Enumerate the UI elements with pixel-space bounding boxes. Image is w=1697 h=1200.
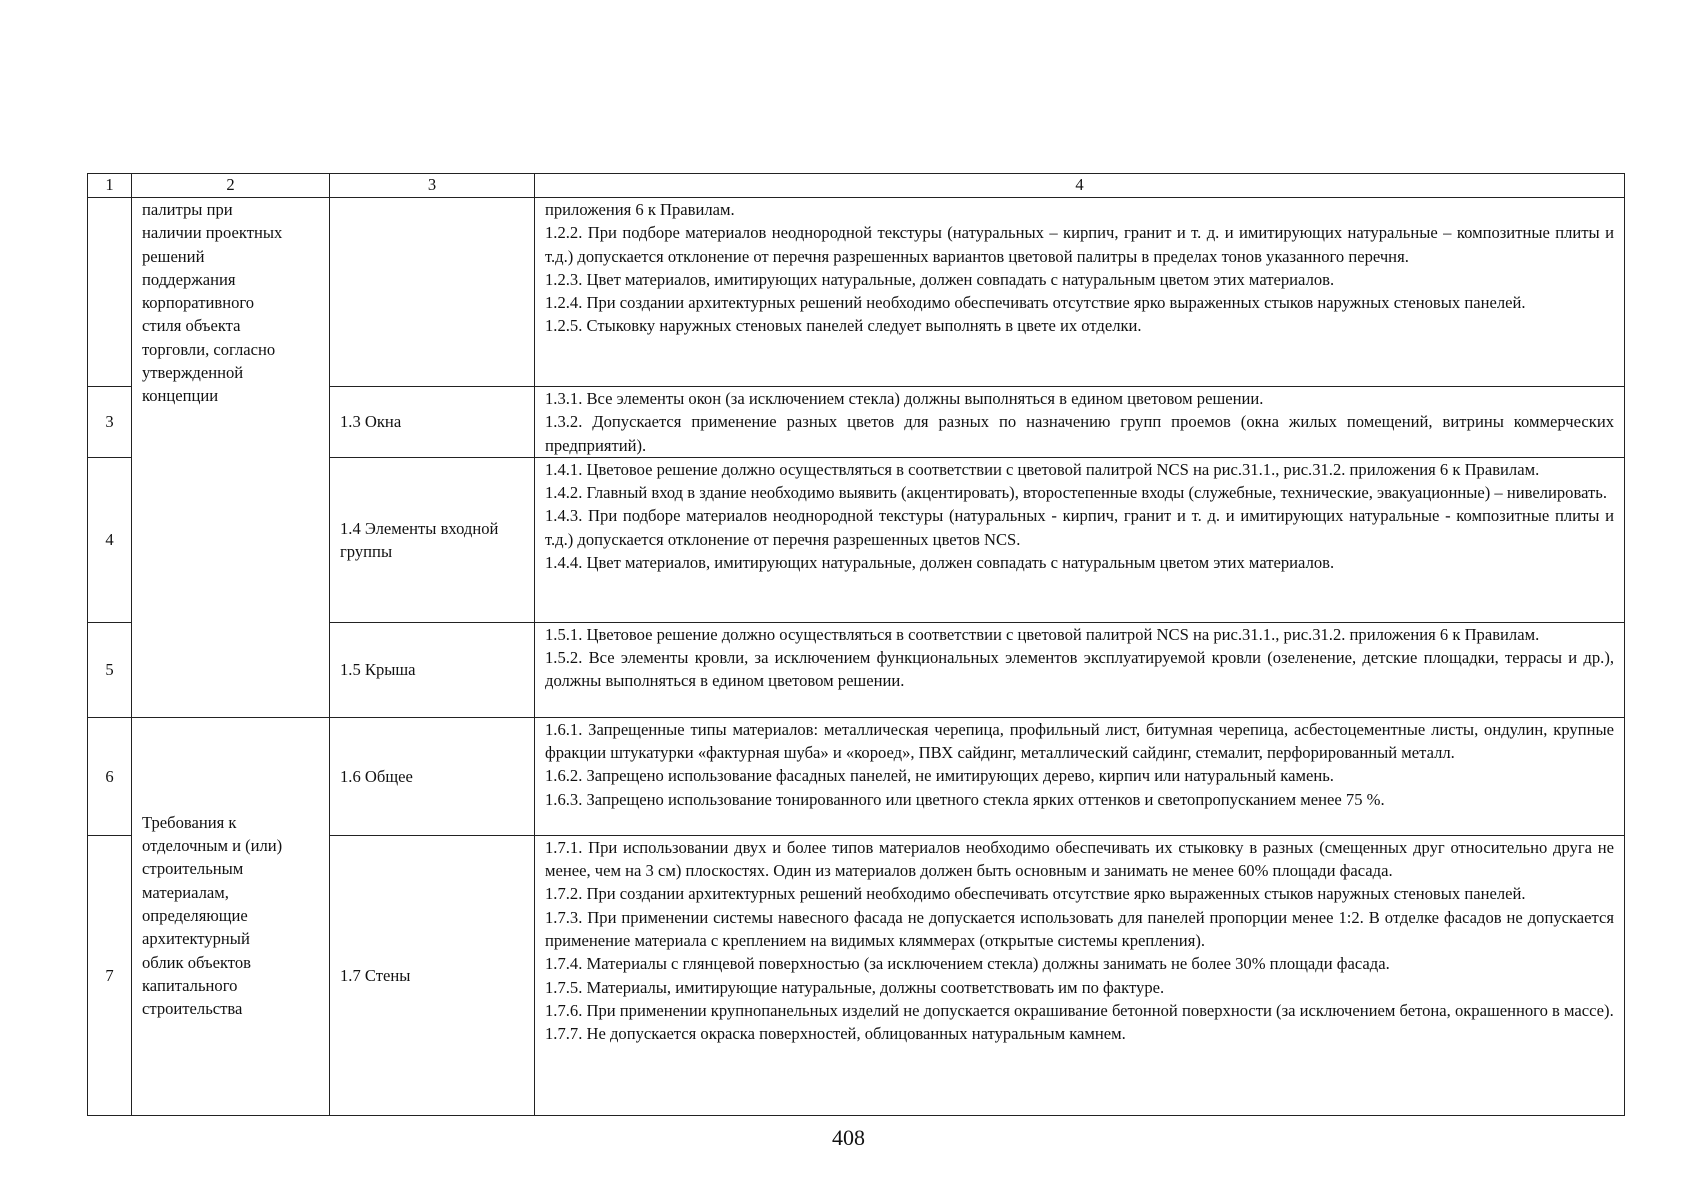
group-b-cell: [132, 717, 330, 1115]
group-b-line: строительным: [142, 859, 244, 879]
group-b-line: облик объектов: [142, 952, 251, 972]
group-b-label: [142, 811, 323, 1021]
table-row: [88, 198, 1625, 387]
header-col-2: 2: [132, 174, 330, 198]
requirement-item: 1.7.2. При создании архитектурных решений необходимо обеспечивать отсутствие ярко выраженных стыков наружных стеновых панелей.: [545, 884, 1526, 904]
row-number: 7: [88, 835, 132, 1115]
group-a-line: концепции: [142, 386, 219, 406]
requirement-item: 1.5.2. Все элементы кровли, за исключением функциональных элементов эксплуатируемой кровли (озеленение, детские площадки, террасы и др.), должны выполняться в едином цветовом решении.: [545, 648, 1614, 691]
header-col-1: 1: [88, 174, 132, 198]
requirements-cell: [535, 457, 1625, 622]
requirement-item: 1.7.5. Материалы, имитирующие натуральные, должны соответствовать им по фактуре.: [545, 977, 1165, 997]
requirement-item: 1.5.1. Цветовое решение должно осуществляться в соответствии с цветовой палитрой NCS на рис.31.1., рис.31.2. приложения 6 к Правилам.: [545, 624, 1540, 644]
requirement-item: 1.7.7. Не допускается окраска поверхностей, облицованных натуральным камнем.: [545, 1024, 1126, 1044]
requirement-item: 1.7.6. При применении крупнопанельных изделий не допускается окрашивание бетонной поверхности (за исключением бетона, окрашенного в массе).: [545, 1000, 1614, 1020]
group-b-line: Требования к: [142, 812, 237, 832]
requirement-item: приложения 6 к Правилам.: [545, 200, 735, 219]
requirement-item: 1.6.2. Запрещено использование фасадных панелей, не имитирующих дерево, кирпич или натуральный камень.: [545, 766, 1334, 786]
table-row: [88, 717, 1625, 835]
requirement-item: 1.3.1. Все элементы окон (за исключением стекла) должны выполняться в едином цветовом решении.: [545, 389, 1264, 408]
element-name: 1.7 Стены: [330, 835, 535, 1115]
group-b-line: строительства: [142, 999, 243, 1019]
requirement-item: 1.4.3. При подборе материалов неоднородной текстуры (натуральных - кирпич, гранит и т. д. и имитирующих натуральные - композитные плиты и т.д.) допускается отклонение от перечня разрешенных цветов NCS.: [545, 506, 1614, 549]
group-b-line: отделочным и (или): [142, 836, 283, 856]
requirement-item: 1.4.1. Цветовое решение должно осуществляться в соответствии с цветовой палитрой NCS на рис.31.1., рис.31.2. приложения 6 к Правилам.: [545, 459, 1540, 479]
page-number: 408: [832, 1125, 865, 1150]
requirements-cell: [535, 717, 1625, 835]
requirement-item: 1.2.2. При подборе материалов неоднородной текстуры (натуральных – кирпич, гранит и т. д. и имитирующих натуральные – композитные плиты и т.д.) допускается отклонение от перечня разрешенных вариантов цветовой палитры в пределах тонов указанного перечня.: [545, 223, 1614, 266]
group-b-line: материалам,: [142, 882, 229, 902]
row-number: [88, 198, 132, 387]
requirement-item: 1.4.4. Цвет материалов, имитирующих натуральные, должен совпадать с натуральным цветом этих материалов.: [545, 553, 1335, 573]
header-col-4: 4: [535, 174, 1625, 198]
group-a-line: решений: [142, 246, 205, 266]
requirements-table: [87, 173, 1625, 1116]
requirements-cell: [535, 835, 1625, 1115]
row-number: 6: [88, 717, 132, 835]
requirement-item: 1.7.3. При применении системы навесного фасада не допускается использовать для панелей пропорции менее 1:2. В отделке фасадов не допускается применение материала с креплением на видимых кляммерах (открытые системы крепления).: [545, 907, 1614, 951]
header-col-3: 3: [330, 174, 535, 198]
requirements-cell: [535, 387, 1625, 458]
group-a-label: [142, 198, 323, 408]
group-a-line: поддержания: [142, 269, 236, 289]
group-b-line: капитального: [142, 975, 238, 995]
group-a-line: наличии проектных: [142, 223, 283, 243]
requirement-item: 1.6.1. Запрещенные типы материалов: металлическая черепица, профильный лист, битумная черепица, асбестоцементные листы, ондулин, крупные фракции штукатурки «фактурная шуба» и «короед», ПВХ сайдинг, металлический сайдинг, стемалит, перфорированный металл.: [545, 719, 1614, 763]
group-b-line: определяющие: [142, 906, 248, 926]
group-a-line: палитры при: [142, 200, 233, 219]
requirement-item: 1.6.3. Запрещено использование тонированного или цветного стекла ярких оттенков и светопропусканием менее 75 %.: [545, 789, 1385, 809]
requirement-item: 1.2.4. При создании архитектурных решений необходимо обеспечивать отсутствие ярко выраженных стыков наружных стеновых панелей.: [545, 293, 1526, 313]
requirement-item: 1.4.2. Главный вход в здание необходимо выявить (акцентировать), второстепенные входы (служебные, технические, эвакуационные) – нивелировать.: [545, 483, 1607, 503]
element-name: 1.3 Окна: [330, 387, 535, 458]
group-a-cell: [132, 198, 330, 718]
requirements-cell: [535, 198, 1625, 387]
row-number: 3: [88, 387, 132, 458]
row-number: 5: [88, 622, 132, 717]
requirements-cell: [535, 622, 1625, 717]
group-b-line: архитектурный: [142, 929, 250, 949]
requirement-item: 1.2.3. Цвет материалов, имитирующих натуральные, должен совпадать с натуральным цветом этих материалов.: [545, 269, 1335, 289]
element-name: 1.5 Крыша: [330, 622, 535, 717]
table-header-row: [88, 174, 1625, 198]
element-name: 1.6 Общее: [330, 717, 535, 835]
requirement-item: 1.2.5. Стыковку наружных стеновых панелей следует выполнять в цвете их отделки.: [545, 316, 1142, 336]
group-a-line: торговли, согласно: [142, 339, 276, 359]
requirement-item: 1.7.1. При использовании двух и более типов материалов необходимо обеспечивать их стыковку в разных (смещенных друг относительно друга не менее, чем на 3 см) плоскостях. Один из материалов должен быть основным и занимать не менее 60% площади фасада.: [545, 837, 1614, 881]
group-a-line: корпоративного: [142, 293, 255, 313]
requirement-item: 1.7.4. Материалы с глянцевой поверхностью (за исключением стекла) должны занимать не более 30% площади фасада.: [545, 954, 1390, 974]
element-name: 1.4 Элементы входной группы: [330, 457, 535, 622]
group-a-line: утвержденной: [142, 363, 244, 383]
group-a-line: стиля объекта: [142, 316, 241, 336]
row-number: 4: [88, 457, 132, 622]
element-name: [330, 198, 535, 387]
requirement-item: 1.3.2. Допускается применение разных цветов для разных по назначению групп проемов (окна жилых помещений, витрины коммерческих предприятий).: [545, 412, 1614, 455]
